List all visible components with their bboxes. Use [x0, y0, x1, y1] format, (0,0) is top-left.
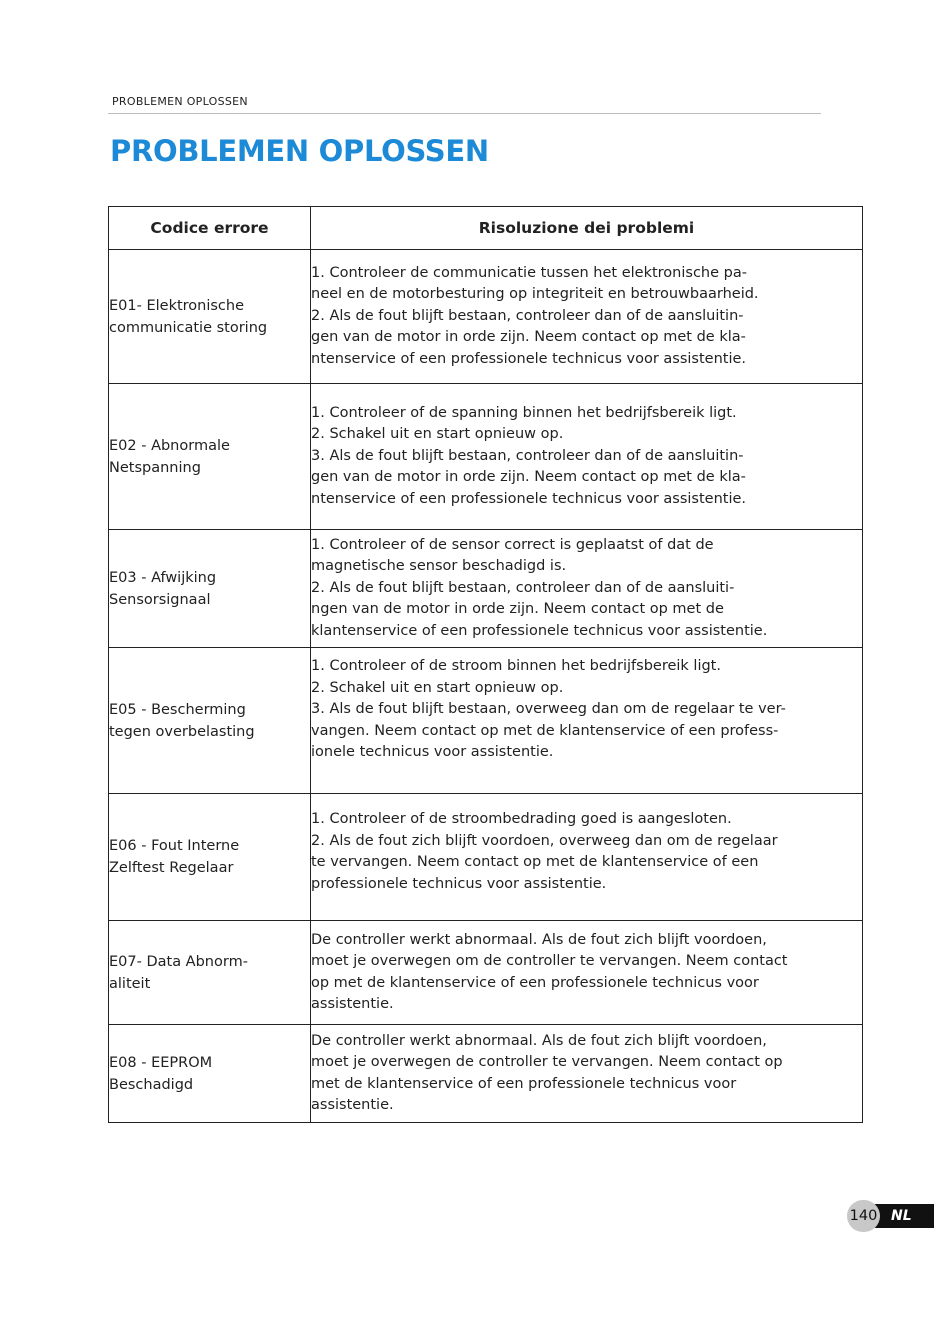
- solution-line: ntenservice of een professionele technicus voor assistentie.: [311, 350, 747, 367]
- solution-line: 3. Als de fout blijft bestaan, controleer dan of de aansluitin-: [311, 447, 744, 464]
- solution-line: 1. Controleer of de stroombedrading goed is aangesloten.: [311, 811, 732, 827]
- solution-line: vangen. Neem contact op met de klantenservice of een profess-: [311, 722, 779, 739]
- solution-cell: [311, 250, 863, 384]
- solution-line: assistentie.: [311, 1097, 394, 1113]
- solution-line: te vervangen. Neem contact op met de klantenservice of een: [311, 854, 759, 870]
- error-code-line: E03 - Afwijking: [109, 569, 217, 586]
- column-header-fix: Risoluzione dei problemi: [311, 207, 863, 250]
- error-code-line: Netspanning: [109, 459, 201, 476]
- table-row: [109, 384, 863, 530]
- header-rule: [108, 113, 821, 114]
- error-code-line: E08 - EEPROM: [109, 1054, 213, 1071]
- table-row: [109, 530, 863, 648]
- solution-line: op met de klantenservice of een professionele technicus voor: [311, 974, 759, 991]
- solution-cell: [311, 1025, 863, 1123]
- error-code-cell: [109, 1025, 311, 1123]
- table-row: [109, 794, 863, 921]
- table-header-row: [109, 207, 863, 250]
- solution-line: ngen van de motor in orde zijn. Neem contact op met de: [311, 601, 724, 618]
- table-row: [109, 250, 863, 384]
- solution-line: De controller werkt abnormaal. Als de fout zich blijft voordoen,: [311, 931, 767, 948]
- troubleshooting-table: [108, 206, 863, 1123]
- solution-line: gen van de motor in orde zijn. Neem contact op met de kla-: [311, 469, 746, 486]
- language-label: NL: [869, 1204, 934, 1228]
- solution-line: 2. Schakel uit en start opnieuw op.: [311, 426, 564, 443]
- solution-line: 2. Schakel uit en start opnieuw op.: [311, 679, 564, 696]
- solution-cell: [311, 794, 863, 921]
- solution-line: gen van de motor in orde zijn. Neem contact op met de kla-: [311, 329, 746, 346]
- solution-line: ntenservice of een professionele technicus voor assistentie.: [311, 490, 747, 507]
- solution-line: professionele technicus voor assistentie.: [311, 875, 607, 892]
- page-number: 140: [847, 1200, 880, 1232]
- solution-line: 2. Als de fout blijft bestaan, controleer dan of de aansluitin-: [311, 307, 744, 324]
- solution-line: 1. Controleer of de sensor correct is geplaatst of dat de: [311, 536, 714, 553]
- error-code-cell: [109, 250, 311, 384]
- error-code-line: E05 - Bescherming: [109, 701, 246, 718]
- error-code-line: E01- Elektronische: [109, 297, 245, 314]
- error-code-line: Beschadigd: [109, 1076, 194, 1093]
- solution-line: klantenservice of een professionele technicus voor assistentie.: [311, 622, 768, 639]
- error-code-line: E06 - Fout Interne: [109, 838, 240, 854]
- table-row: [109, 1025, 863, 1123]
- solution-line: assistentie.: [311, 996, 394, 1012]
- solution-line: 1. Controleer of de spanning binnen het bedrijfsbereik ligt.: [311, 404, 737, 421]
- error-code-line: E02 - Abnormale: [109, 437, 230, 454]
- page-title: PROBLEMEN OPLOSSEN: [110, 134, 489, 168]
- page-badge: [847, 1200, 934, 1232]
- solution-line: 2. Als de fout zich blijft voordoen, overweeg dan om de regelaar: [311, 832, 778, 849]
- error-code-cell: [109, 921, 311, 1025]
- error-code-cell: [109, 384, 311, 530]
- table-row: [109, 921, 863, 1025]
- solution-cell: [311, 921, 863, 1025]
- solution-line: moet je overwegen om de controller te vervangen. Neem contact: [311, 953, 788, 969]
- column-header-code: Codice errore: [109, 207, 311, 250]
- solution-line: neel en de motorbesturing op integriteit en betrouwbaarheid.: [311, 286, 759, 303]
- error-code-line: Sensorsignaal: [109, 591, 211, 608]
- solution-cell: [311, 384, 863, 530]
- error-code-line: aliteit: [109, 975, 151, 992]
- solution-cell: [311, 648, 863, 794]
- error-code-cell: [109, 530, 311, 648]
- solution-line: 1. Controleer of de stroom binnen het bedrijfsbereik ligt.: [311, 658, 721, 674]
- error-code-cell: [109, 794, 311, 921]
- solution-cell: [311, 530, 863, 648]
- error-code-line: communicatie storing: [109, 319, 268, 336]
- solution-line: met de klantenservice of een professionele technicus voor: [311, 1075, 737, 1092]
- solution-line: moet je overwegen de controller te vervangen. Neem contact op: [311, 1054, 783, 1070]
- solution-line: De controller werkt abnormaal. Als de fout zich blijft voordoen,: [311, 1032, 767, 1049]
- error-code-line: tegen overbelasting: [109, 723, 255, 740]
- solution-line: 1. Controleer de communicatie tussen het elektronische pa-: [311, 264, 747, 281]
- table-row: [109, 648, 863, 794]
- solution-line: magnetische sensor beschadigd is.: [311, 558, 567, 575]
- solution-line: 3. Als de fout blijft bestaan, overweeg dan om de regelaar te ver-: [311, 701, 786, 717]
- running-header: PROBLEMEN OPLOSSEN: [112, 95, 248, 108]
- solution-line: 2. Als de fout blijft bestaan, controleer dan of de aansluiti-: [311, 579, 735, 596]
- error-code-cell: [109, 648, 311, 794]
- solution-line: ionele technicus voor assistentie.: [311, 744, 554, 760]
- error-code-line: E07- Data Abnorm-: [109, 953, 248, 970]
- error-code-line: Zelftest Regelaar: [109, 860, 234, 876]
